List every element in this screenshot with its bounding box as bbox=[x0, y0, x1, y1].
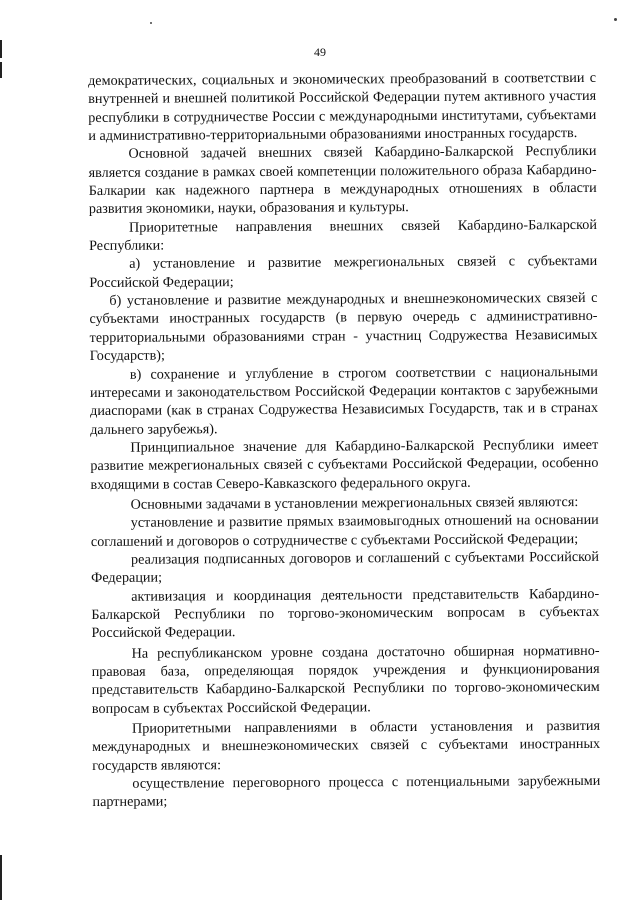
paragraph: Приоритетные направления внешних связей Кабардино-Балкарской Республики: bbox=[89, 216, 597, 255]
paragraph: Приоритетными направлениями в области установления и развития международных и внешнеэкономических связей с субъектами иностранных государств являются: bbox=[92, 717, 601, 774]
scan-edge-mark bbox=[0, 855, 2, 900]
body-text bbox=[88, 69, 601, 812]
paragraph: Принципиальное значение для Кабардино-Балкарской Республики имеет развитие межрегиональных связей с субъектами Российской Федерации, особенно входящими в состав Северо-Кавказского федерального округа. bbox=[90, 436, 599, 493]
list-item: осуществление переговорного процесса с потенциальными зарубежными партнерами; bbox=[92, 772, 601, 811]
list-item: в) сохранение и углубление в строгом соответствии с национальными интересами и законодательством Российской Федерации контактов с зарубежными диаспорами (как в странах Содружества Независимых Государств, так и в странах дальнего зарубежья). bbox=[89, 363, 599, 438]
list-item: а) установление и развитие межрегиональных связей с субъектами Российской Федерации; bbox=[89, 253, 598, 291]
scan-speck bbox=[614, 18, 617, 21]
paragraph: Основными задачами в установлении межрегиональных связей являются: bbox=[130, 493, 579, 513]
page-number: 49 bbox=[314, 45, 326, 59]
scan-edge-mark bbox=[0, 62, 2, 78]
paragraph: демократических, социальных и экономических преобразований в соответствии с внутренней и внешней политикой Российской Федерации путем активного участия республики в сотрудничестве России с международными институтами, субъектами и административно-территориальными образованиями иностранных государств. bbox=[88, 69, 597, 145]
paragraph: Основной задачей внешних связей Кабардино-Балкарской Республики является создание в рамках своей компетенции положительного образа Кабардино-Балкарии как надежного партнера в международных отношениях в области развития экономики, науки, образования и культуры. bbox=[88, 143, 597, 218]
list-item: активизация и координация деятельности представительств Кабардино-Балкарской Республики по торгово-экономическим вопросам в субъектах Российской Федерации. bbox=[91, 585, 600, 642]
list-item: установление и развитие прямых взаимовыгодных отношений на основании соглашений и договоров о сотрудничестве с субъектами Российской Федерации; bbox=[90, 512, 599, 550]
scan-speck bbox=[150, 22, 152, 24]
list-item: б) установление и развитие международных и внешнеэкономических связей с субъектами иностранных государств (в первую очередь с административно-территориальными образованиями стран - участниц Содружества Независимых Государств); bbox=[89, 290, 598, 365]
list-item: реализация подписанных договоров и соглашений с субъектами Российской Федерации; bbox=[91, 548, 600, 587]
paragraph: На республиканском уровне создана достаточно обширная нормативно-правовая база, определяющая порядок учреждения и функционирования представительств Кабардино-Балкарской Республики по торгово-экономическим вопросам в субъектах Российской Федерации. bbox=[91, 642, 600, 717]
